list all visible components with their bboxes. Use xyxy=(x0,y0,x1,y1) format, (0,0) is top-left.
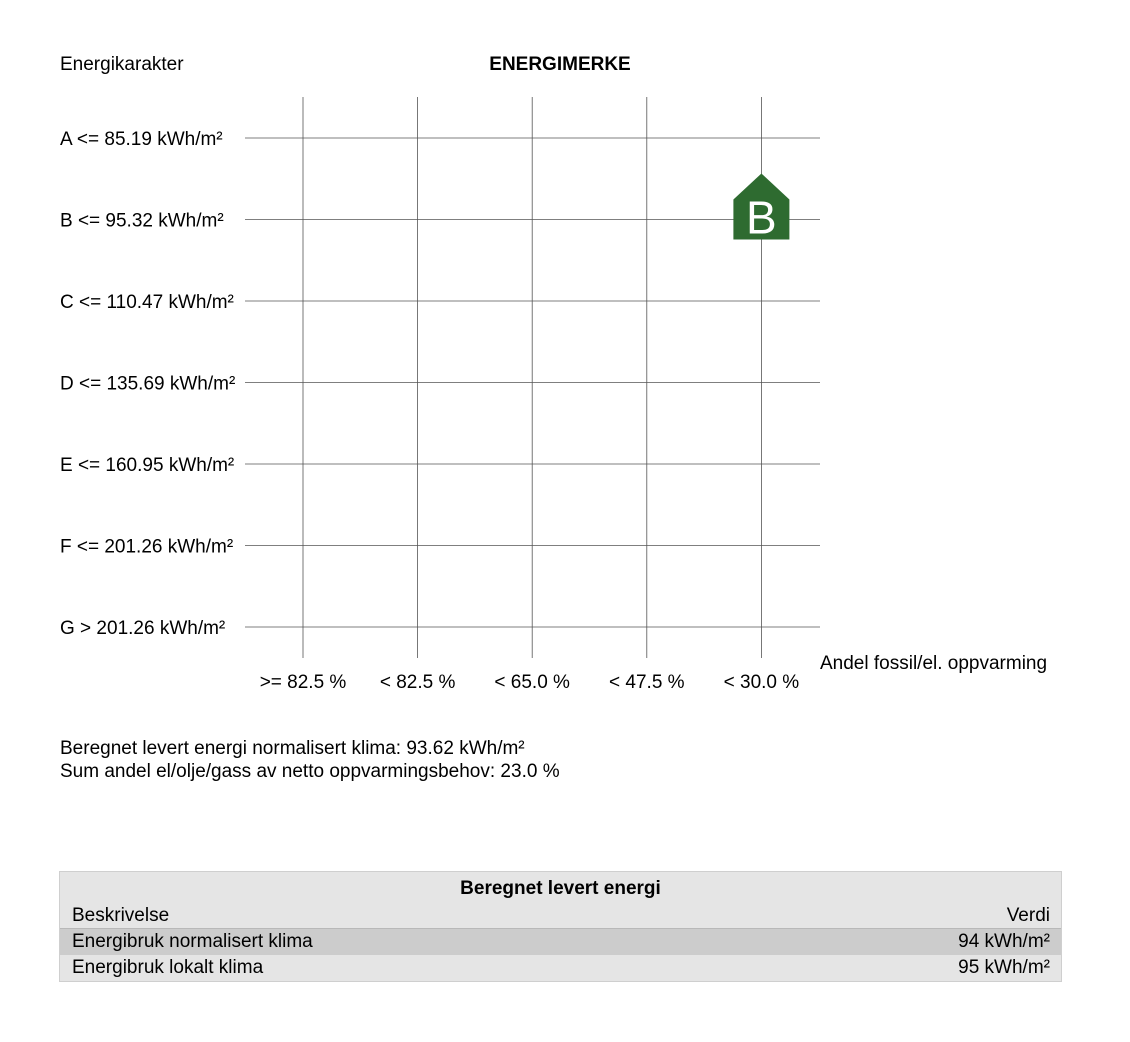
x-tick-label: >= 82.5 % xyxy=(259,672,347,693)
y-axis-title: Energikarakter xyxy=(60,54,184,75)
x-axis-title: Andel fossil/el. oppvarming xyxy=(820,653,1048,674)
table-row xyxy=(60,929,1061,955)
energy-class-marker-label: B xyxy=(746,191,777,244)
y-tick-label: F <= 201.26 kWh/m² xyxy=(60,536,234,558)
summary-delivered-energy: Beregnet levert energi normalisert klima: 93.62 kWh/m² xyxy=(60,738,525,759)
y-tick-label: E <= 160.95 kWh/m² xyxy=(60,455,235,476)
row-value: 95 kWh/m² xyxy=(958,957,1050,978)
table-header-row xyxy=(60,904,1061,929)
y-tick-label: D <= 135.69 kWh/m² xyxy=(60,373,236,395)
x-tick-label: < 65.0 % xyxy=(494,672,570,693)
delivered-energy-table xyxy=(59,871,1062,982)
x-tick-label: < 47.5 % xyxy=(609,672,685,693)
summary-heating-share: Sum andel el/olje/gass av netto oppvarmingsbehov: 23.0 % xyxy=(60,761,560,782)
table-caption: Beregnet levert energi xyxy=(460,878,661,899)
y-tick-label: A <= 85.19 kWh/m² xyxy=(60,129,223,150)
y-tick-label: C <= 110.47 kWh/m² xyxy=(60,292,234,313)
row-value: 94 kWh/m² xyxy=(958,931,1050,952)
y-tick-label: B <= 95.32 kWh/m² xyxy=(60,210,224,232)
row-description: Energibruk normalisert klima xyxy=(72,931,313,952)
y-tick-label: G > 201.26 kWh/m² xyxy=(60,618,226,639)
table-row xyxy=(60,955,1061,981)
x-tick-label: < 30.0 % xyxy=(723,672,800,693)
chart-title: ENERGIMERKE xyxy=(489,54,631,75)
column-header-description: Beskrivelse xyxy=(72,905,170,926)
x-tick-label: < 82.5 % xyxy=(379,672,456,693)
column-header-value: Verdi xyxy=(1006,905,1050,926)
row-description: Energibruk lokalt klima xyxy=(72,957,264,978)
summary xyxy=(60,737,560,783)
